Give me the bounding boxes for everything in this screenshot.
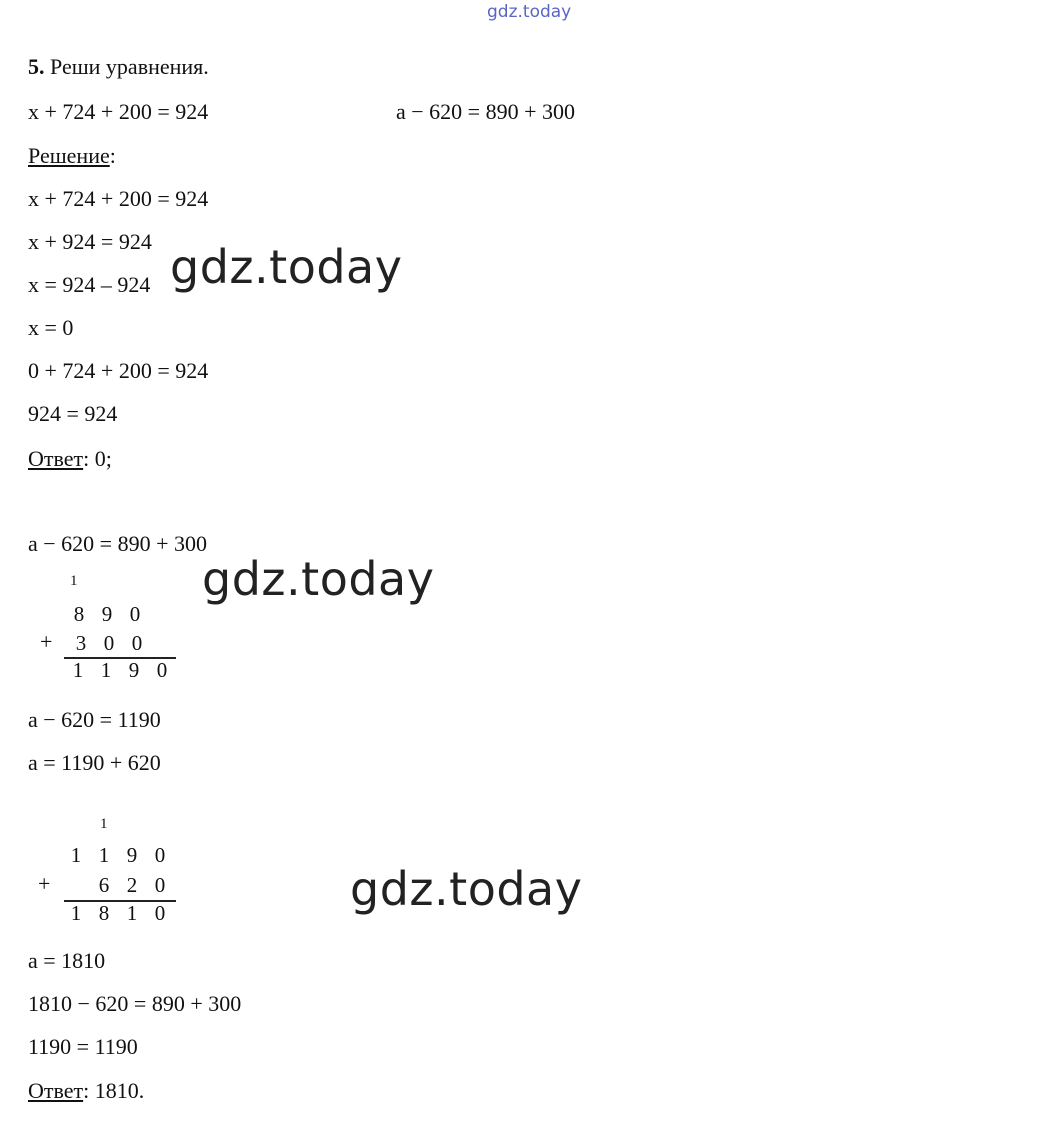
answer-value-1: : 0; <box>83 446 112 471</box>
digit: 0 <box>103 631 115 655</box>
solution-label: Решение <box>28 143 110 168</box>
solution-heading <box>28 143 116 169</box>
carry-digit-1: 1 <box>70 573 78 589</box>
digit: 0 <box>154 843 166 867</box>
column2-row-2 <box>90 873 174 898</box>
task-equation-2: a − 620 = 890 + 300 <box>396 99 575 124</box>
watermark-top: gdz.today <box>487 2 572 22</box>
part2-line-4: a = 1810 <box>28 948 106 973</box>
answer-value-2: : 1810. <box>83 1078 145 1103</box>
digit: 1 <box>126 901 138 925</box>
part1-line-6: 924 = 924 <box>28 401 118 426</box>
digit: 9 <box>126 843 138 867</box>
digit: 0 <box>156 658 168 682</box>
digit: 1 <box>70 901 82 925</box>
part1-line-3: x = 924 – 924 <box>28 272 151 297</box>
digit: 9 <box>101 602 113 626</box>
part2-line-5: 1810 − 620 = 890 + 300 <box>28 991 242 1016</box>
part1-line-1: x + 724 + 200 = 924 <box>28 186 209 211</box>
task-title: Реши уравнения. <box>50 54 209 79</box>
digit: 2 <box>126 873 138 897</box>
column1-row-1 <box>37 602 149 627</box>
column1-row-2 <box>67 631 151 656</box>
digit: 1 <box>72 658 84 682</box>
part1-line-2: x + 924 = 924 <box>28 229 152 254</box>
digit: 6 <box>98 873 110 897</box>
plus-sign-1: + <box>40 629 53 654</box>
plus-sign-2: + <box>38 871 51 896</box>
part2-line-2: a − 620 = 1190 <box>28 707 161 732</box>
part1-line-5: 0 + 724 + 200 = 924 <box>28 358 209 383</box>
digit <box>37 602 65 627</box>
answer-2 <box>28 1078 144 1104</box>
digit: 1 <box>70 843 82 867</box>
digit: 0 <box>129 602 141 626</box>
carry-digit-2: 1 <box>100 816 108 832</box>
part1-line-4: x = 0 <box>28 315 74 340</box>
solution-colon: : <box>109 143 116 168</box>
part2-line-3: a = 1190 + 620 <box>28 750 161 775</box>
digit: 8 <box>98 901 110 925</box>
column2-row-1 <box>62 843 174 868</box>
watermark-2: gdz.today <box>202 552 435 606</box>
task-heading <box>28 54 209 80</box>
digit: 1 <box>100 658 112 682</box>
answer-label-2: Ответ <box>28 1078 84 1103</box>
column2-result <box>62 901 174 926</box>
digit: 1 <box>98 843 110 867</box>
task-equation-1: x + 724 + 200 = 924 <box>28 99 209 124</box>
digit: 0 <box>154 873 166 897</box>
digit: 0 <box>154 901 166 925</box>
digit: 3 <box>75 631 87 655</box>
part2-line-6: 1190 = 1190 <box>28 1034 138 1059</box>
task-number: 5. <box>28 54 45 79</box>
answer-label-1: Ответ <box>28 446 84 471</box>
digit: 0 <box>131 631 143 655</box>
digit: 8 <box>73 602 85 626</box>
digit: 9 <box>128 658 140 682</box>
watermark-3: gdz.today <box>350 862 583 916</box>
part2-line-1: a − 620 = 890 + 300 <box>28 531 207 556</box>
answer-1 <box>28 446 112 472</box>
watermark-1: gdz.today <box>170 240 403 294</box>
column1-result <box>64 658 176 683</box>
